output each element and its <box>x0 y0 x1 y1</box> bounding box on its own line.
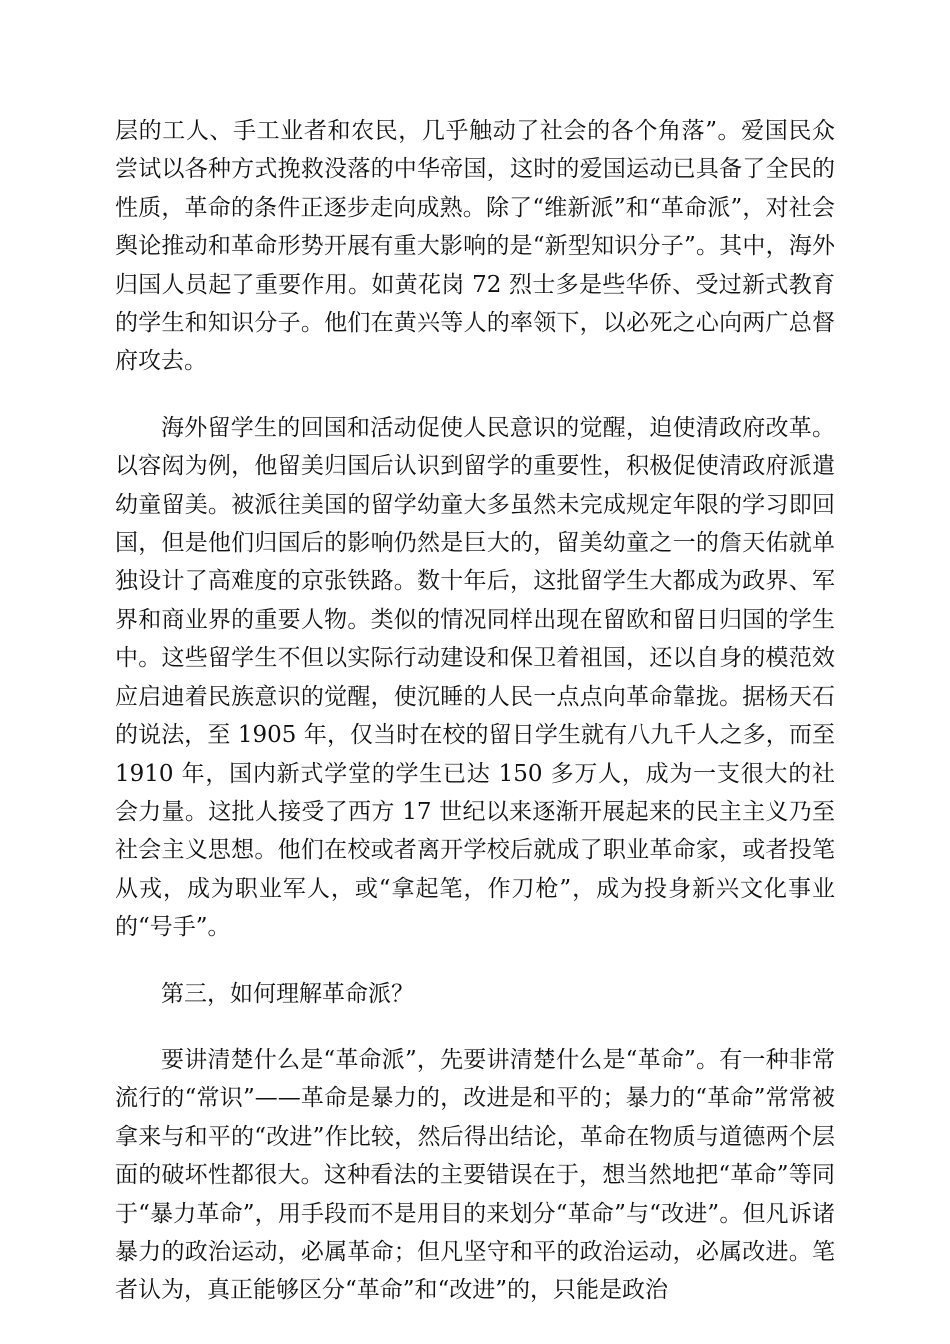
document-body <box>115 112 835 1310</box>
paragraph-overseas-students: 海外留学生的回国和活动促使人民意识的觉醒，迫使清政府改革。以容闳为例，他留美归国后认识到留学的重要性，积极促使清政府派遣幼童留美。被派往美国的留学幼童大多虽然未完成规定年限的学习即回国，但是他们归国后的影响仍然是巨大的，留美幼童之一的詹天佑就单独设计了高难度的京张铁路。数十年后，这批留学生大都成为政界、军界和商业界的重要人物。类似的情况同样出现在留欧和留日归国的学生中。这些留学生不但以实际行动建设和保卫着祖国，还以自身的模范效应启迪着民族意识的觉醒，使沉睡的人民一点点向革命靠拢。据杨天石的说法，至 1905 年，仅当时在校的留日学生就有八九千人之多，而至 1910 年，国内新式学堂的学生已达 150 多万人，成为一支很大的社会力量。这批人接受了西方 17 世纪以来逐渐开展起来的民主主义乃至社会主义思想。他们在校或者离开学校后就成了职业革命家，或者投笔从戎，成为职业军人，或“拿起笔，作刀枪”，成为投身新兴文化事业的“号手”。 <box>115 414 835 941</box>
paragraph-revolution-definition: 要讲清楚什么是“革命派”，先要讲清楚什么是“革命”。有一种非常流行的“常识”——革命是暴力的，改进是和平的；暴力的“革命”常常被拿来与和平的“改进”作比较，然后得出结论，革命在物质与道德两个层面的破坏性都很大。这种看法的主要错误在于，想当然地把“革命”等同于“暴力革命”，用手段而不是用目的来划分“革命”与“改进”。但凡诉诸暴力的政治运动，必属革命；但凡坚守和平的政治运动，必属改进。笔者认为，真正能够区分“革命”和“改进”的，只能是政治 <box>115 1046 835 1304</box>
paragraph-continued: 层的工人、手工业者和农民，几乎触动了社会的各个角落”。爱国民众尝试以各种方式挽救没落的中华帝国，这时的爱国运动已具备了全民的性质，革命的条件正逐步走向成熟。除了“维新派”和“革命派”，对社会舆论推动和革命形势开展有重大影响的是“新型知识分子”。其中，海外归国人员起了重要作用。如黄花岗 72 烈士多是些华侨、受过新式教育的学生和知识分子。他们在黄兴等人的率领下，以必死之心向两广总督府攻去。 <box>115 118 835 375</box>
section-heading-third: 第三，如何理解革命派？ <box>161 980 414 1007</box>
